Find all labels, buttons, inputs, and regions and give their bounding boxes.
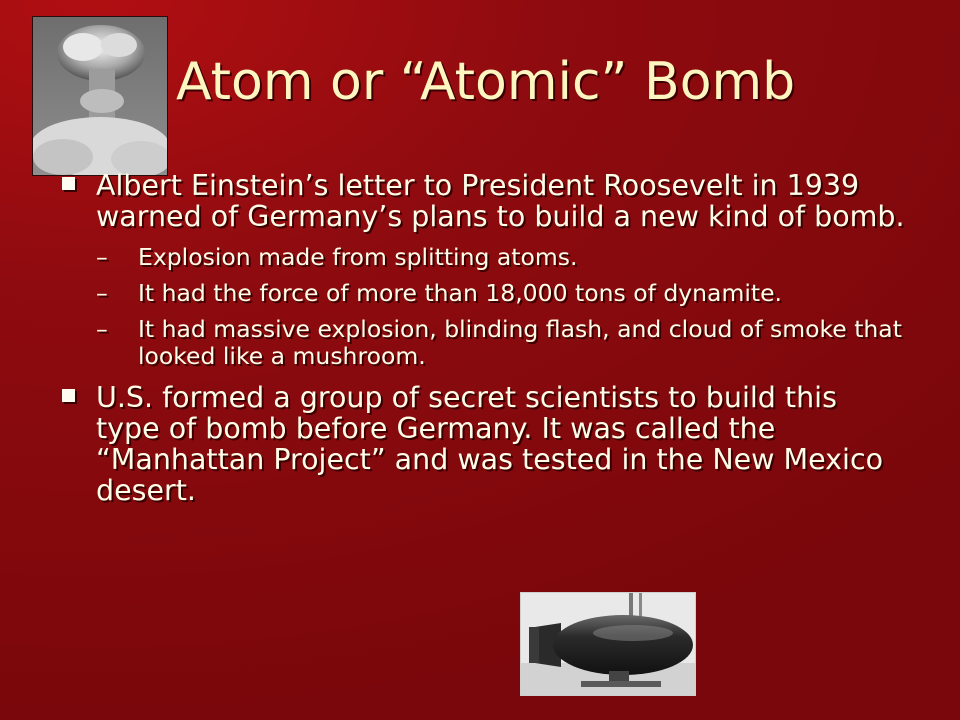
bullet-list — [58, 170, 908, 506]
bullet-manhattan-project — [58, 382, 908, 506]
square-bullet-icon — [62, 177, 75, 190]
bullet-text: Albert Einstein’s letter to President Roosevelt in 1939 warned of Germany’s plans to build a new kind of bomb. — [96, 169, 905, 233]
sub-bullet-list — [96, 244, 908, 370]
bullet-text: U.S. formed a group of secret scientists to build this type of bomb before Germany. It was called the “Manhattan Project” and was tested in the New Mexico desert. — [96, 381, 884, 507]
sub-bullet-splitting-atoms — [96, 244, 908, 271]
square-bullet-icon — [62, 389, 75, 402]
bullet-einstein-letter — [58, 170, 908, 370]
atomic-bomb-photo — [520, 592, 696, 696]
sub-bullet-force — [96, 280, 908, 307]
dash-bullet-icon: – — [96, 243, 108, 271]
slide-title: Atom or “Atomic” Bomb — [176, 52, 796, 112]
dash-bullet-icon: – — [96, 279, 108, 307]
dash-bullet-icon: – — [96, 315, 108, 343]
sub-bullet-text: Explosion made from splitting atoms. — [138, 243, 578, 271]
sub-bullet-text: It had the force of more than 18,000 tons of dynamite. — [138, 279, 783, 307]
mushroom-cloud-photo — [32, 16, 168, 176]
sub-bullet-text: It had massive explosion, blinding flash, and cloud of smoke that looked like a mushroom. — [138, 315, 902, 370]
sub-bullet-explosion — [96, 316, 908, 370]
